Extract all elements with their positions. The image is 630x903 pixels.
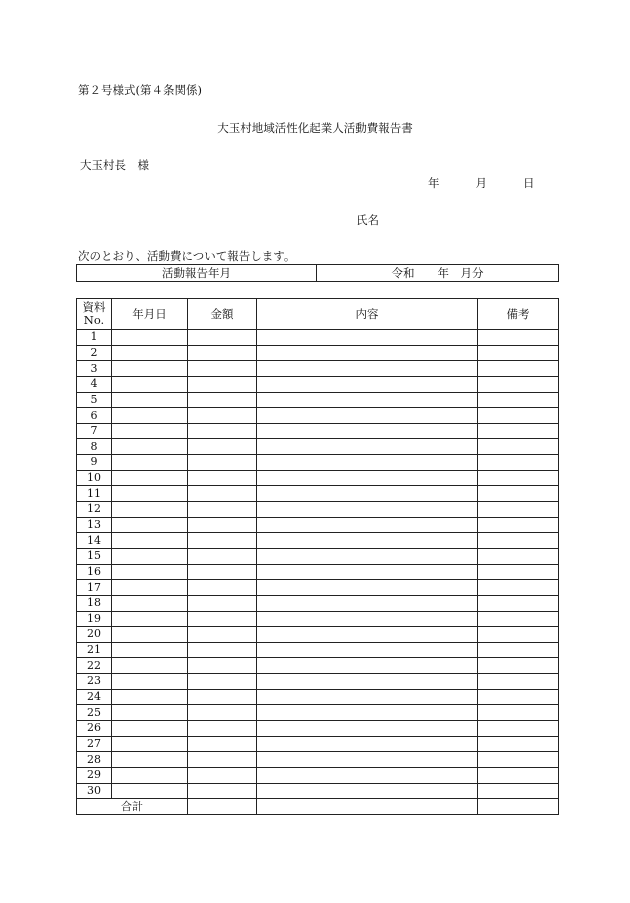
row-date-cell[interactable] bbox=[112, 533, 188, 549]
row-content-cell[interactable] bbox=[257, 658, 478, 674]
row-date-cell[interactable] bbox=[112, 752, 188, 768]
row-amount-cell[interactable] bbox=[188, 408, 257, 424]
row-remarks-cell[interactable] bbox=[478, 767, 559, 783]
table-row bbox=[77, 517, 559, 533]
row-content-cell[interactable] bbox=[257, 470, 478, 486]
row-remarks-cell[interactable] bbox=[478, 627, 559, 643]
row-amount-cell[interactable] bbox=[188, 423, 257, 439]
row-number: 26 bbox=[77, 721, 112, 737]
row-content-cell[interactable] bbox=[257, 408, 478, 424]
row-remarks-cell[interactable] bbox=[478, 689, 559, 705]
row-date-cell[interactable] bbox=[112, 517, 188, 533]
row-remarks-cell[interactable] bbox=[478, 580, 559, 596]
row-remarks-cell[interactable] bbox=[478, 392, 559, 408]
row-remarks-cell[interactable] bbox=[478, 564, 559, 580]
intro-text: 次のとおり、活動費について報告します。 bbox=[78, 249, 296, 263]
row-content-cell[interactable] bbox=[257, 627, 478, 643]
row-amount-cell[interactable] bbox=[188, 642, 257, 658]
row-amount-cell[interactable] bbox=[188, 705, 257, 721]
row-number: 9 bbox=[77, 455, 112, 471]
row-remarks-cell[interactable] bbox=[478, 736, 559, 752]
row-number: 22 bbox=[77, 658, 112, 674]
header-remarks: 備考 bbox=[478, 299, 559, 330]
row-amount-cell[interactable] bbox=[188, 580, 257, 596]
row-remarks-cell[interactable] bbox=[478, 439, 559, 455]
row-amount-cell[interactable] bbox=[188, 689, 257, 705]
row-amount-cell[interactable] bbox=[188, 345, 257, 361]
row-content-cell[interactable] bbox=[257, 689, 478, 705]
table-row bbox=[77, 580, 559, 596]
row-content-cell[interactable] bbox=[257, 674, 478, 690]
row-remarks-cell[interactable] bbox=[478, 674, 559, 690]
date-line bbox=[428, 175, 535, 191]
row-remarks-cell[interactable] bbox=[478, 517, 559, 533]
row-amount-cell[interactable] bbox=[188, 548, 257, 564]
row-remarks-cell[interactable] bbox=[478, 330, 559, 346]
row-amount-cell[interactable] bbox=[188, 361, 257, 377]
row-date-cell[interactable] bbox=[112, 658, 188, 674]
date-month-label: 月 bbox=[475, 176, 487, 190]
row-number: 11 bbox=[77, 486, 112, 502]
period-value[interactable]: 令和 年 月分 bbox=[317, 265, 559, 282]
row-content-cell[interactable] bbox=[257, 330, 478, 346]
row-date-cell[interactable] bbox=[112, 486, 188, 502]
row-remarks-cell[interactable] bbox=[478, 470, 559, 486]
row-date-cell[interactable] bbox=[112, 548, 188, 564]
table-row bbox=[77, 486, 559, 502]
row-amount-cell[interactable] bbox=[188, 533, 257, 549]
row-amount-cell[interactable] bbox=[188, 627, 257, 643]
row-content-cell[interactable] bbox=[257, 642, 478, 658]
table-row bbox=[77, 627, 559, 643]
row-amount-cell[interactable] bbox=[188, 470, 257, 486]
row-number: 25 bbox=[77, 705, 112, 721]
row-amount-cell[interactable] bbox=[188, 674, 257, 690]
row-remarks-cell[interactable] bbox=[478, 502, 559, 518]
header-date: 年月日 bbox=[112, 299, 188, 330]
row-amount-cell[interactable] bbox=[188, 502, 257, 518]
row-amount-cell[interactable] bbox=[188, 439, 257, 455]
row-remarks-cell[interactable] bbox=[478, 658, 559, 674]
date-year-label: 年 bbox=[428, 176, 440, 190]
row-content-cell[interactable] bbox=[257, 486, 478, 502]
row-date-cell[interactable] bbox=[112, 392, 188, 408]
row-number: 23 bbox=[77, 674, 112, 690]
row-content-cell[interactable] bbox=[257, 752, 478, 768]
table-row bbox=[77, 783, 559, 799]
row-number: 1 bbox=[77, 330, 112, 346]
row-remarks-cell[interactable] bbox=[478, 595, 559, 611]
table-row bbox=[77, 470, 559, 486]
table-row bbox=[77, 595, 559, 611]
table-row bbox=[77, 611, 559, 627]
row-number: 14 bbox=[77, 533, 112, 549]
row-remarks-cell[interactable] bbox=[478, 376, 559, 392]
row-amount-cell[interactable] bbox=[188, 611, 257, 627]
row-remarks-cell[interactable] bbox=[478, 345, 559, 361]
row-date-cell[interactable] bbox=[112, 330, 188, 346]
row-date-cell[interactable] bbox=[112, 736, 188, 752]
row-amount-cell[interactable] bbox=[188, 392, 257, 408]
row-amount-cell[interactable] bbox=[188, 455, 257, 471]
row-number: 30 bbox=[77, 783, 112, 799]
row-amount-cell[interactable] bbox=[188, 658, 257, 674]
row-content-cell[interactable] bbox=[257, 517, 478, 533]
table-row bbox=[77, 736, 559, 752]
row-number: 16 bbox=[77, 564, 112, 580]
row-content-cell[interactable] bbox=[257, 564, 478, 580]
total-label: 合計 bbox=[77, 799, 188, 815]
row-content-cell[interactable] bbox=[257, 533, 478, 549]
row-amount-cell[interactable] bbox=[188, 564, 257, 580]
row-number: 28 bbox=[77, 752, 112, 768]
table-row bbox=[77, 689, 559, 705]
table-row bbox=[77, 533, 559, 549]
row-date-cell[interactable] bbox=[112, 423, 188, 439]
row-date-cell[interactable] bbox=[112, 783, 188, 799]
table-row bbox=[77, 439, 559, 455]
row-content-cell[interactable] bbox=[257, 736, 478, 752]
addressee: 大玉村長 様 bbox=[80, 158, 149, 172]
table-row bbox=[77, 752, 559, 768]
period-table bbox=[76, 264, 559, 282]
row-content-cell[interactable] bbox=[257, 392, 478, 408]
row-number: 5 bbox=[77, 392, 112, 408]
table-row bbox=[77, 642, 559, 658]
row-date-cell[interactable] bbox=[112, 689, 188, 705]
table-row bbox=[77, 564, 559, 580]
row-date-cell[interactable] bbox=[112, 642, 188, 658]
row-number: 20 bbox=[77, 627, 112, 643]
row-number: 3 bbox=[77, 361, 112, 377]
row-number: 18 bbox=[77, 595, 112, 611]
row-date-cell[interactable] bbox=[112, 595, 188, 611]
expense-body bbox=[77, 330, 559, 799]
row-date-cell[interactable] bbox=[112, 455, 188, 471]
row-content-cell[interactable] bbox=[257, 455, 478, 471]
row-date-cell[interactable] bbox=[112, 767, 188, 783]
row-amount-cell[interactable] bbox=[188, 330, 257, 346]
row-content-cell[interactable] bbox=[257, 548, 478, 564]
row-content-cell[interactable] bbox=[257, 439, 478, 455]
row-content-cell[interactable] bbox=[257, 783, 478, 799]
form-number: 第２号様式(第４条関係) bbox=[78, 83, 202, 97]
row-remarks-cell[interactable] bbox=[478, 408, 559, 424]
row-number: 8 bbox=[77, 439, 112, 455]
row-date-cell[interactable] bbox=[112, 345, 188, 361]
table-row bbox=[77, 455, 559, 471]
total-amount-cell[interactable] bbox=[188, 799, 257, 815]
row-content-cell[interactable] bbox=[257, 767, 478, 783]
header-doc-no bbox=[77, 299, 112, 330]
row-remarks-cell[interactable] bbox=[478, 721, 559, 737]
row-date-cell[interactable] bbox=[112, 627, 188, 643]
row-content-cell[interactable] bbox=[257, 721, 478, 737]
table-row bbox=[77, 674, 559, 690]
row-number: 27 bbox=[77, 736, 112, 752]
table-row bbox=[77, 423, 559, 439]
row-number: 21 bbox=[77, 642, 112, 658]
table-row bbox=[77, 658, 559, 674]
row-amount-cell[interactable] bbox=[188, 752, 257, 768]
row-number: 29 bbox=[77, 767, 112, 783]
table-row bbox=[77, 392, 559, 408]
table-row bbox=[77, 330, 559, 346]
row-date-cell[interactable] bbox=[112, 564, 188, 580]
row-content-cell[interactable] bbox=[257, 502, 478, 518]
row-number: 24 bbox=[77, 689, 112, 705]
document-title: 大玉村地域活性化起業人活動費報告書 bbox=[217, 121, 413, 135]
table-header-row bbox=[77, 299, 559, 330]
name-label: 氏名 bbox=[356, 213, 379, 227]
row-number: 15 bbox=[77, 548, 112, 564]
row-content-cell[interactable] bbox=[257, 705, 478, 721]
table-row bbox=[77, 767, 559, 783]
date-day-label: 日 bbox=[523, 176, 535, 190]
row-content-cell[interactable] bbox=[257, 345, 478, 361]
expense-table bbox=[76, 298, 559, 815]
row-date-cell[interactable] bbox=[112, 580, 188, 596]
row-remarks-cell[interactable] bbox=[478, 642, 559, 658]
row-remarks-cell[interactable] bbox=[478, 783, 559, 799]
header-content: 内容 bbox=[257, 299, 478, 330]
row-amount-cell[interactable] bbox=[188, 486, 257, 502]
row-remarks-cell[interactable] bbox=[478, 423, 559, 439]
row-remarks-cell[interactable] bbox=[478, 361, 559, 377]
row-content-cell[interactable] bbox=[257, 595, 478, 611]
table-row bbox=[77, 345, 559, 361]
row-number: 13 bbox=[77, 517, 112, 533]
row-date-cell[interactable] bbox=[112, 721, 188, 737]
row-amount-cell[interactable] bbox=[188, 783, 257, 799]
table-row bbox=[77, 376, 559, 392]
row-amount-cell[interactable] bbox=[188, 736, 257, 752]
table-row bbox=[77, 361, 559, 377]
row-amount-cell[interactable] bbox=[188, 376, 257, 392]
row-date-cell[interactable] bbox=[112, 361, 188, 377]
row-number: 19 bbox=[77, 611, 112, 627]
row-date-cell[interactable] bbox=[112, 705, 188, 721]
row-content-cell[interactable] bbox=[257, 580, 478, 596]
header-amount: 金額 bbox=[188, 299, 257, 330]
row-number: 7 bbox=[77, 423, 112, 439]
row-amount-cell[interactable] bbox=[188, 767, 257, 783]
row-remarks-cell[interactable] bbox=[478, 548, 559, 564]
row-number: 6 bbox=[77, 408, 112, 424]
row-content-cell[interactable] bbox=[257, 361, 478, 377]
row-remarks-cell[interactable] bbox=[478, 486, 559, 502]
row-date-cell[interactable] bbox=[112, 408, 188, 424]
row-date-cell[interactable] bbox=[112, 502, 188, 518]
table-row bbox=[77, 502, 559, 518]
row-number: 2 bbox=[77, 345, 112, 361]
header-doc-no-line2: No. bbox=[83, 313, 105, 327]
row-content-cell[interactable] bbox=[257, 611, 478, 627]
row-content-cell[interactable] bbox=[257, 423, 478, 439]
header-doc-no-line1: 資料 bbox=[82, 300, 106, 314]
table-row bbox=[77, 548, 559, 564]
row-date-cell[interactable] bbox=[112, 611, 188, 627]
row-remarks-cell[interactable] bbox=[478, 455, 559, 471]
total-row bbox=[77, 799, 559, 815]
row-date-cell[interactable] bbox=[112, 674, 188, 690]
row-amount-cell[interactable] bbox=[188, 721, 257, 737]
table-row bbox=[77, 705, 559, 721]
period-label: 活動報告年月 bbox=[77, 265, 317, 282]
row-remarks-cell[interactable] bbox=[478, 533, 559, 549]
row-amount-cell[interactable] bbox=[188, 595, 257, 611]
row-number: 10 bbox=[77, 470, 112, 486]
total-content-cell bbox=[257, 799, 478, 815]
row-number: 4 bbox=[77, 376, 112, 392]
row-date-cell[interactable] bbox=[112, 439, 188, 455]
row-date-cell[interactable] bbox=[112, 376, 188, 392]
row-number: 12 bbox=[77, 502, 112, 518]
row-number: 17 bbox=[77, 580, 112, 596]
row-amount-cell[interactable] bbox=[188, 517, 257, 533]
table-row bbox=[77, 408, 559, 424]
total-remarks-cell bbox=[478, 799, 559, 815]
row-remarks-cell[interactable] bbox=[478, 752, 559, 768]
row-remarks-cell[interactable] bbox=[478, 611, 559, 627]
table-row bbox=[77, 721, 559, 737]
row-date-cell[interactable] bbox=[112, 470, 188, 486]
row-remarks-cell[interactable] bbox=[478, 705, 559, 721]
row-content-cell[interactable] bbox=[257, 376, 478, 392]
